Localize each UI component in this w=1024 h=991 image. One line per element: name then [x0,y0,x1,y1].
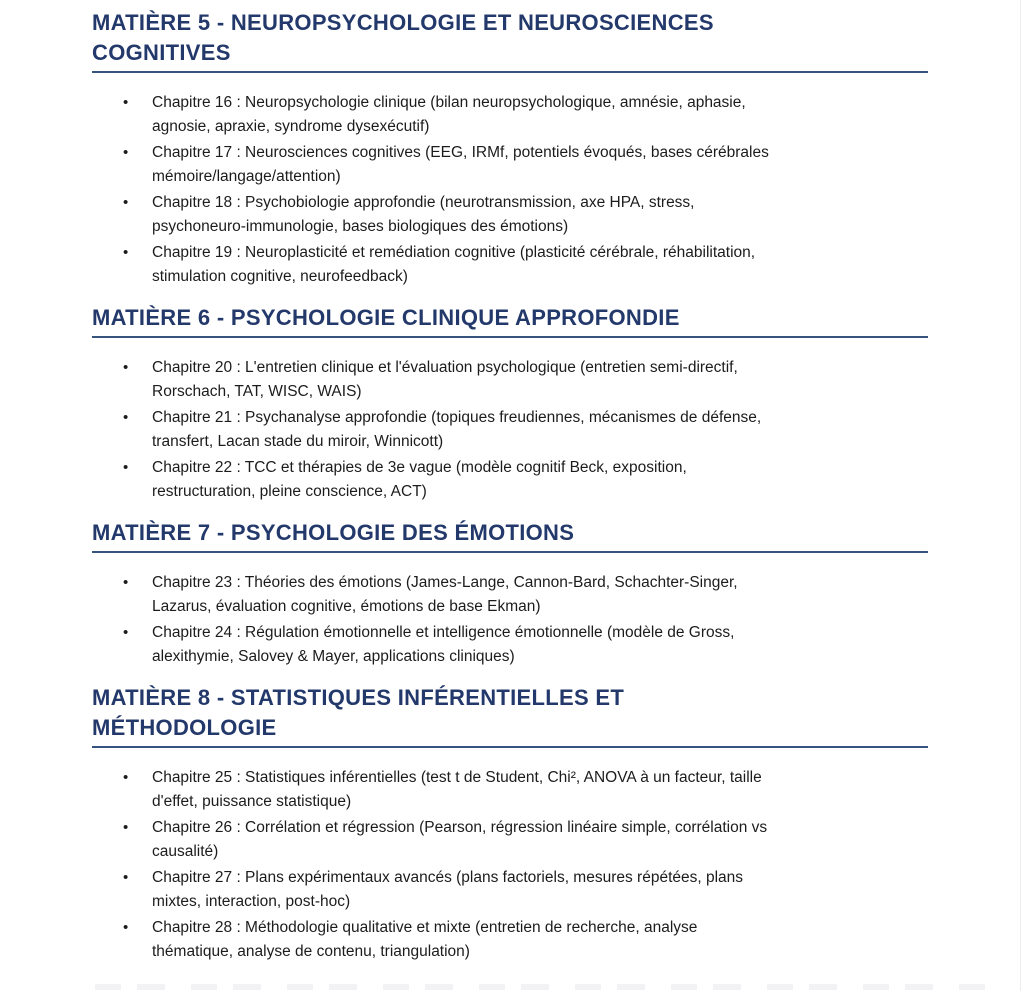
bullet-icon: • [123,459,129,476]
cutoff-next-line [95,984,1000,990]
bullet-icon: • [123,769,129,786]
chapter-text [152,919,697,960]
chapter-text-line: psychoneuro-immunologie, bases biologiques des émotions) [152,218,569,235]
chapter-text [152,459,687,500]
chapter-text-line: Chapitre 27 : Plans expérimentaux avancés (plans factoriels, mesures répétées, plans [152,869,744,886]
chapter-text-line: Chapitre 24 : Régulation émotionnelle et intelligence émotionnelle (modèle de Gross, [152,624,735,641]
bullet-icon: • [123,94,129,111]
course-section [92,518,928,669]
chapter-text-line: Chapitre 16 : Neuropsychologie clinique (bilan neuropsychologique, amnésie, aphasie, [152,94,746,111]
bullet-icon: • [123,359,129,376]
chapter-text-line: thématique, analyse de contenu, triangulation) [152,943,470,960]
bullet-icon: • [123,624,129,641]
chapter-item [92,621,928,669]
chapter-text [152,869,743,910]
bullet-icon: • [123,194,129,211]
bullet-icon: • [123,144,129,161]
chapter-text-line: Chapitre 20 : L'entretien clinique et l'évaluation psychologique (entretien semi-directif, [152,359,738,376]
chapter-text-line: restructuration, pleine conscience, ACT) [152,483,427,500]
chapter-text-line: agnosie, apraxie, syndrome dysexécutif) [152,118,430,135]
chapter-text [152,574,738,615]
chapter-item [92,816,928,864]
chapter-text [152,244,755,285]
chapter-text-line: Chapitre 21 : Psychanalyse approfondie (topiques freudiennes, mécanismes de défense, [152,409,762,426]
bullet-icon: • [123,409,129,426]
chapter-item [92,766,928,814]
section-heading [92,8,928,73]
chapter-item [92,866,928,914]
section-heading [92,518,928,553]
chapter-item [92,916,928,964]
chapter-text-line: mémoire/langage/attention) [152,168,341,185]
chapter-text [152,359,738,400]
chapter-list [92,356,928,504]
chapter-text-line: Chapitre 26 : Corrélation et régression (Pearson, régression linéaire simple, corrélation vs [152,819,768,836]
chapter-text-line: mixtes, interaction, post-hoc) [152,893,351,910]
section-title-line: MÉTHODOLOGIE [92,715,277,740]
section-heading [92,683,928,748]
chapter-list [92,766,928,964]
chapter-text-line: Chapitre 23 : Théories des émotions (James-Lange, Cannon-Bard, Schachter-Singer, [152,574,738,591]
bullet-icon: • [123,819,129,836]
chapter-text-line: Chapitre 22 : TCC et thérapies de 3e vague (modèle cognitif Beck, exposition, [152,459,687,476]
chapter-text [152,94,746,135]
chapter-text [152,144,769,185]
chapter-text [152,819,767,860]
chapter-item [92,456,928,504]
section-title-line: COGNITIVES [92,40,231,65]
section-title-line: MATIÈRE 7 - PSYCHOLOGIE DES ÉMOTIONS [92,520,575,545]
chapter-text-line: Lazarus, évaluation cognitive, émotions de base Ekman) [152,598,541,615]
chapter-text [152,624,734,665]
bullet-icon: • [123,244,129,261]
document-content [92,0,928,966]
chapter-text [152,409,761,450]
chapter-item [92,191,928,239]
chapter-text-line: Chapitre 19 : Neuroplasticité et remédiation cognitive (plasticité cérébrale, réhabilitation, [152,244,756,261]
bullet-icon: • [123,919,129,936]
chapter-item [92,241,928,289]
chapter-text-line: Rorschach, TAT, WISC, WAIS) [152,383,362,400]
section-title-line: MATIÈRE 5 - NEUROPSYCHOLOGIE ET NEUROSCIENCES [92,10,714,35]
chapter-text-line: Chapitre 28 : Méthodologie qualitative et mixte (entretien de recherche, analyse [152,919,698,936]
course-section [92,303,928,504]
bullet-icon: • [123,869,129,886]
chapter-text-line: Chapitre 25 : Statistiques inférentielles (test t de Student, Chi², ANOVA à un facteur, taille [152,769,762,786]
chapter-text-line: alexithymie, Salovey & Mayer, applications cliniques) [152,648,515,665]
chapter-text-line: causalité) [152,843,219,860]
bullet-icon: • [123,574,129,591]
chapter-text-line: Chapitre 17 : Neurosciences cognitives (EEG, IRMf, potentiels évoqués, bases cérébrales [152,144,769,161]
chapter-text [152,769,762,810]
course-section [92,8,928,289]
chapter-list [92,571,928,669]
chapter-text [152,194,695,235]
chapter-text-line: Chapitre 18 : Psychobiologie approfondie (neurotransmission, axe HPA, stress, [152,194,695,211]
chapter-item [92,356,928,404]
chapter-item [92,141,928,189]
course-section [92,683,928,964]
chapter-item [92,406,928,454]
section-title-line: MATIÈRE 8 - STATISTIQUES INFÉRENTIELLES ET [92,685,625,710]
chapter-list [92,91,928,289]
section-heading [92,303,928,338]
section-title-line: MATIÈRE 6 - PSYCHOLOGIE CLINIQUE APPROFONDIE [92,305,680,330]
page-edge-divider [1020,0,1021,991]
chapter-text-line: stimulation cognitive, neurofeedback) [152,268,408,285]
chapter-text-line: d'effet, puissance statistique) [152,793,352,810]
chapter-item [92,571,928,619]
chapter-item [92,91,928,139]
chapter-text-line: transfert, Lacan stade du miroir, Winnicott) [152,433,444,450]
